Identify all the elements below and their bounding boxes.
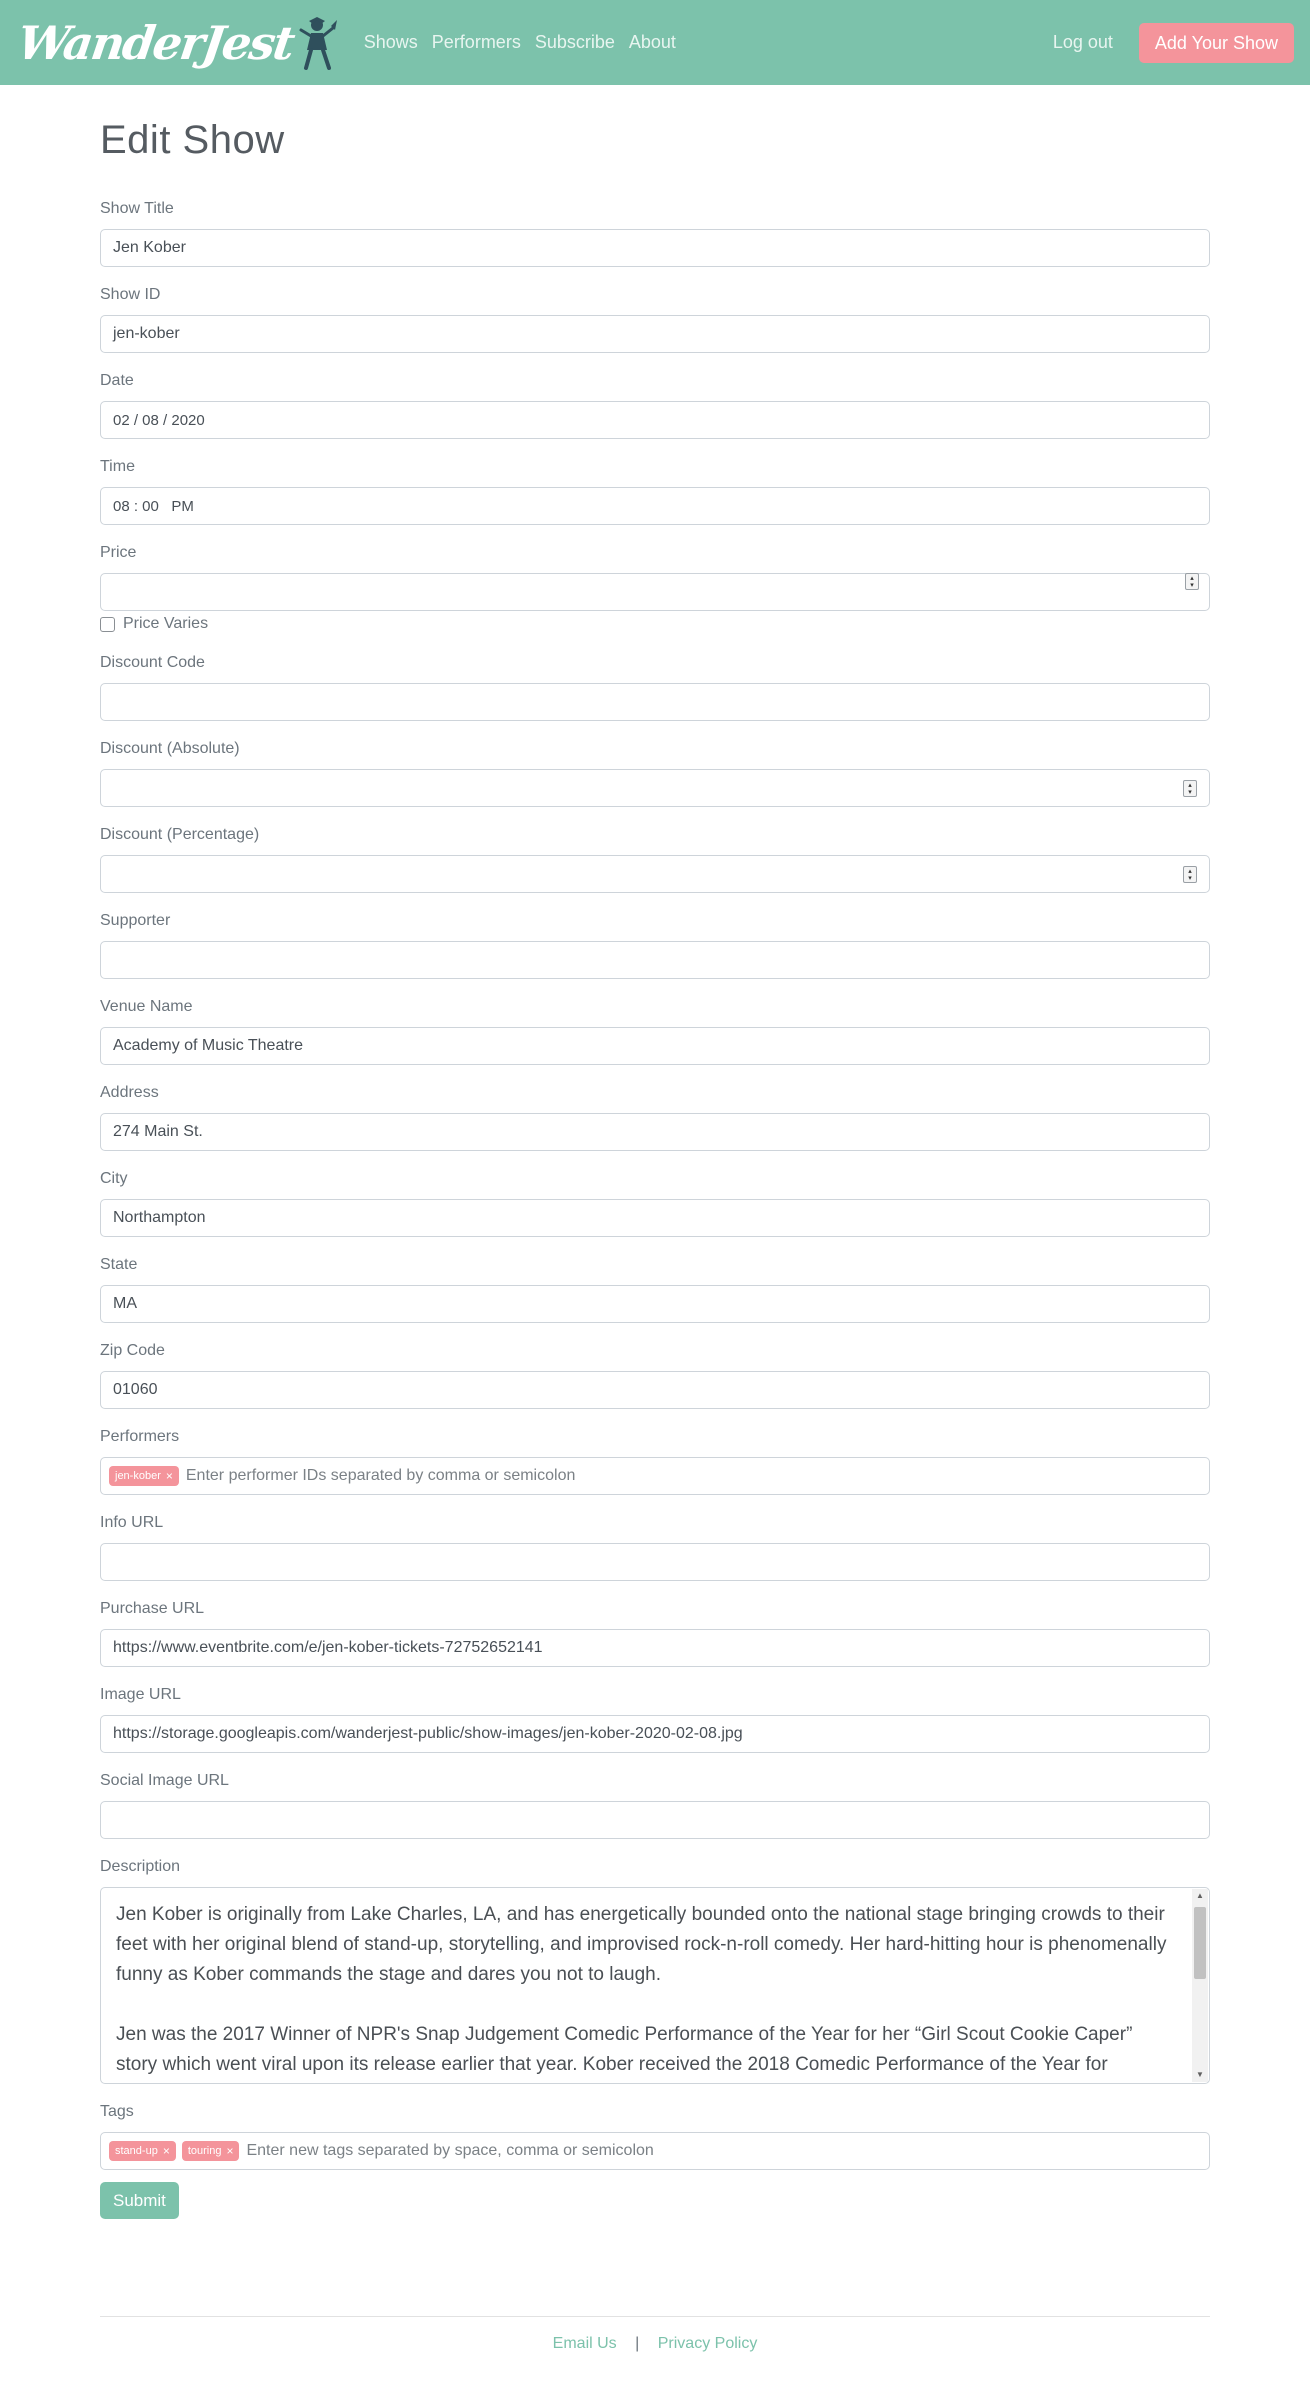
page-title: Edit Show: [100, 118, 285, 162]
discount-percentage-input[interactable]: [100, 855, 1210, 893]
venue-name-label: Venue Name: [100, 998, 193, 1015]
image-url-input[interactable]: https://storage.googleapis.com/wanderjest-public/show-images/jen-kober-2020-02-08.jpg: [100, 1715, 1210, 1753]
address-group: [100, 1082, 1210, 1168]
description-paragraph: Jen was the 2017 Winner of NPR's Snap Judgement Comedic Performance of the Year for her “Girl Scout Cookie Caper” story which went viral upon its release earlier that year. Kober received the 2018 Comedic Performance of the Year for: [116, 2024, 1133, 2075]
price-varies-checkbox[interactable]: [100, 617, 115, 632]
price-input[interactable]: [100, 573, 1210, 611]
city-group: [100, 1168, 1210, 1254]
description-label: Description: [100, 1858, 181, 1875]
state-group: [100, 1254, 1210, 1340]
discount-percentage-label: Discount (Percentage): [100, 826, 260, 843]
email-us-link[interactable]: Email Us: [552, 2335, 617, 2352]
privacy-policy-link[interactable]: Privacy Policy: [657, 2335, 758, 2352]
venue-name-group: [100, 996, 1210, 1082]
show-id-label: Show ID: [100, 286, 161, 303]
discount-absolute-label: Discount (Absolute): [100, 740, 240, 757]
tag-chip: [182, 2141, 240, 2161]
nav-link-subscribe[interactable]: Subscribe: [534, 32, 615, 52]
performers-tag-input[interactable]: [100, 1457, 1210, 1495]
discount-percentage-spinner[interactable]: ▴ ▾: [1183, 866, 1197, 883]
footer: [100, 2316, 1210, 2386]
performer-tag: [109, 1466, 179, 1486]
time-input[interactable]: [100, 487, 1210, 525]
purchase-url-input[interactable]: https://www.eventbrite.com/e/jen-kober-tickets-72752652141: [100, 1629, 1210, 1667]
scroll-up-arrow-icon[interactable]: ▲: [1196, 1891, 1204, 1900]
nav-link-performers[interactable]: Performers: [431, 32, 521, 52]
show-title-group: [100, 198, 1210, 284]
discount-code-input[interactable]: [100, 683, 1210, 721]
brand-wordmark: WanderJest: [14, 15, 297, 70]
date-label: Date: [100, 372, 134, 389]
time-value: 08 : 00 PM: [113, 497, 194, 515]
performers-group: [100, 1426, 1210, 1512]
discount-percentage-group: [100, 824, 1210, 910]
supporter-group: [100, 910, 1210, 996]
jester-figure-icon: [295, 16, 339, 70]
city-input[interactable]: Northampton: [100, 1199, 1210, 1237]
purchase-url-group: [100, 1598, 1210, 1684]
address-input[interactable]: 274 Main St.: [100, 1113, 1210, 1151]
discount-absolute-group: [100, 738, 1210, 824]
tag-chip: [109, 2141, 176, 2161]
date-value: 02 / 08 / 2020: [113, 411, 205, 429]
discount-code-label: Discount Code: [100, 654, 205, 671]
nav-link-shows[interactable]: Shows: [363, 32, 418, 52]
address-label: Address: [100, 1084, 159, 1101]
price-varies-label: Price Varies: [123, 615, 209, 632]
supporter-input[interactable]: [100, 941, 1210, 979]
logout-link[interactable]: Log out: [1052, 32, 1113, 52]
social-image-url-group: [100, 1770, 1210, 1856]
time-label: Time: [100, 458, 135, 475]
remove-tag-icon[interactable]: ×: [162, 2144, 170, 2158]
info-url-input[interactable]: [100, 1543, 1210, 1581]
show-title-label: Show Title: [100, 200, 174, 217]
remove-tag-icon[interactable]: ×: [165, 1469, 173, 1483]
zip-code-input[interactable]: 01060: [100, 1371, 1210, 1409]
description-group: [100, 1856, 1210, 2101]
social-image-url-input[interactable]: [100, 1801, 1210, 1839]
navbar: [0, 0, 1310, 85]
nav-link-about[interactable]: About: [628, 32, 676, 52]
tag-chip-label: touring: [187, 2145, 222, 2157]
purchase-url-label: Purchase URL: [100, 1600, 205, 1617]
show-id-input[interactable]: jen-kober: [100, 315, 1210, 353]
venue-name-input[interactable]: Academy of Music Theatre: [100, 1027, 1210, 1065]
scroll-down-arrow-icon[interactable]: ▼: [1196, 2070, 1204, 2079]
performers-label: Performers: [100, 1428, 180, 1445]
zip-code-group: [100, 1340, 1210, 1426]
show-id-group: [100, 284, 1210, 370]
description-textarea[interactable]: [100, 1887, 1210, 2084]
supporter-label: Supporter: [100, 912, 171, 929]
tags-group: [100, 2101, 1210, 2184]
price-group: [100, 542, 1210, 619]
performers-placeholder: Enter performer IDs separated by comma or semicolon: [185, 1467, 576, 1484]
social-image-url-label: Social Image URL: [100, 1772, 229, 1789]
state-label: State: [100, 1256, 138, 1273]
info-url-group: [100, 1512, 1210, 1598]
add-your-show-button[interactable]: Add Your Show: [1139, 23, 1294, 63]
image-url-label: Image URL: [100, 1686, 181, 1703]
info-url-label: Info URL: [100, 1514, 164, 1531]
submit-button[interactable]: Submit: [100, 2182, 179, 2219]
price-varies-row: [100, 612, 1210, 636]
main-content: [100, 116, 1210, 2386]
time-group: [100, 456, 1210, 542]
price-spinner[interactable]: ▴ ▾: [1185, 573, 1199, 590]
nav-links: [357, 32, 683, 53]
state-input[interactable]: MA: [100, 1285, 1210, 1323]
date-group: [100, 370, 1210, 456]
discount-absolute-input[interactable]: [100, 769, 1210, 807]
show-title-input[interactable]: Jen Kober: [100, 229, 1210, 267]
description-scrollbar[interactable]: [1192, 1889, 1208, 2082]
zip-code-label: Zip Code: [100, 1342, 165, 1359]
remove-tag-icon[interactable]: ×: [226, 2144, 234, 2158]
edit-show-form: [100, 198, 1210, 2219]
price-label: Price: [100, 544, 137, 561]
brand-logo[interactable]: [14, 15, 339, 70]
scroll-thumb[interactable]: [1194, 1907, 1206, 1979]
image-url-group: [100, 1684, 1210, 1770]
description-paragraph: Jen Kober is originally from Lake Charles, LA, and has energetically bounded onto the national stage bringing crowds to their feet with her original blend of stand-up, storytelling, and improvised rock-n-roll comedy. Her hard-hitting hour is phenomenally funny as Kober commands the stage and dares you not to laugh.: [116, 1904, 1167, 1985]
footer-separator: |: [635, 2335, 640, 2352]
discount-code-group: [100, 652, 1210, 738]
city-label: City: [100, 1170, 128, 1187]
tags-input[interactable]: [100, 2132, 1210, 2170]
date-input[interactable]: [100, 401, 1210, 439]
tags-label: Tags: [100, 2103, 134, 2120]
tags-placeholder: Enter new tags separated by space, comma or semicolon: [246, 2142, 654, 2159]
tag-chip-label: stand-up: [115, 2145, 158, 2157]
discount-absolute-spinner[interactable]: ▴ ▾: [1183, 780, 1197, 797]
performer-tag-label: jen-kober: [115, 1470, 161, 1482]
